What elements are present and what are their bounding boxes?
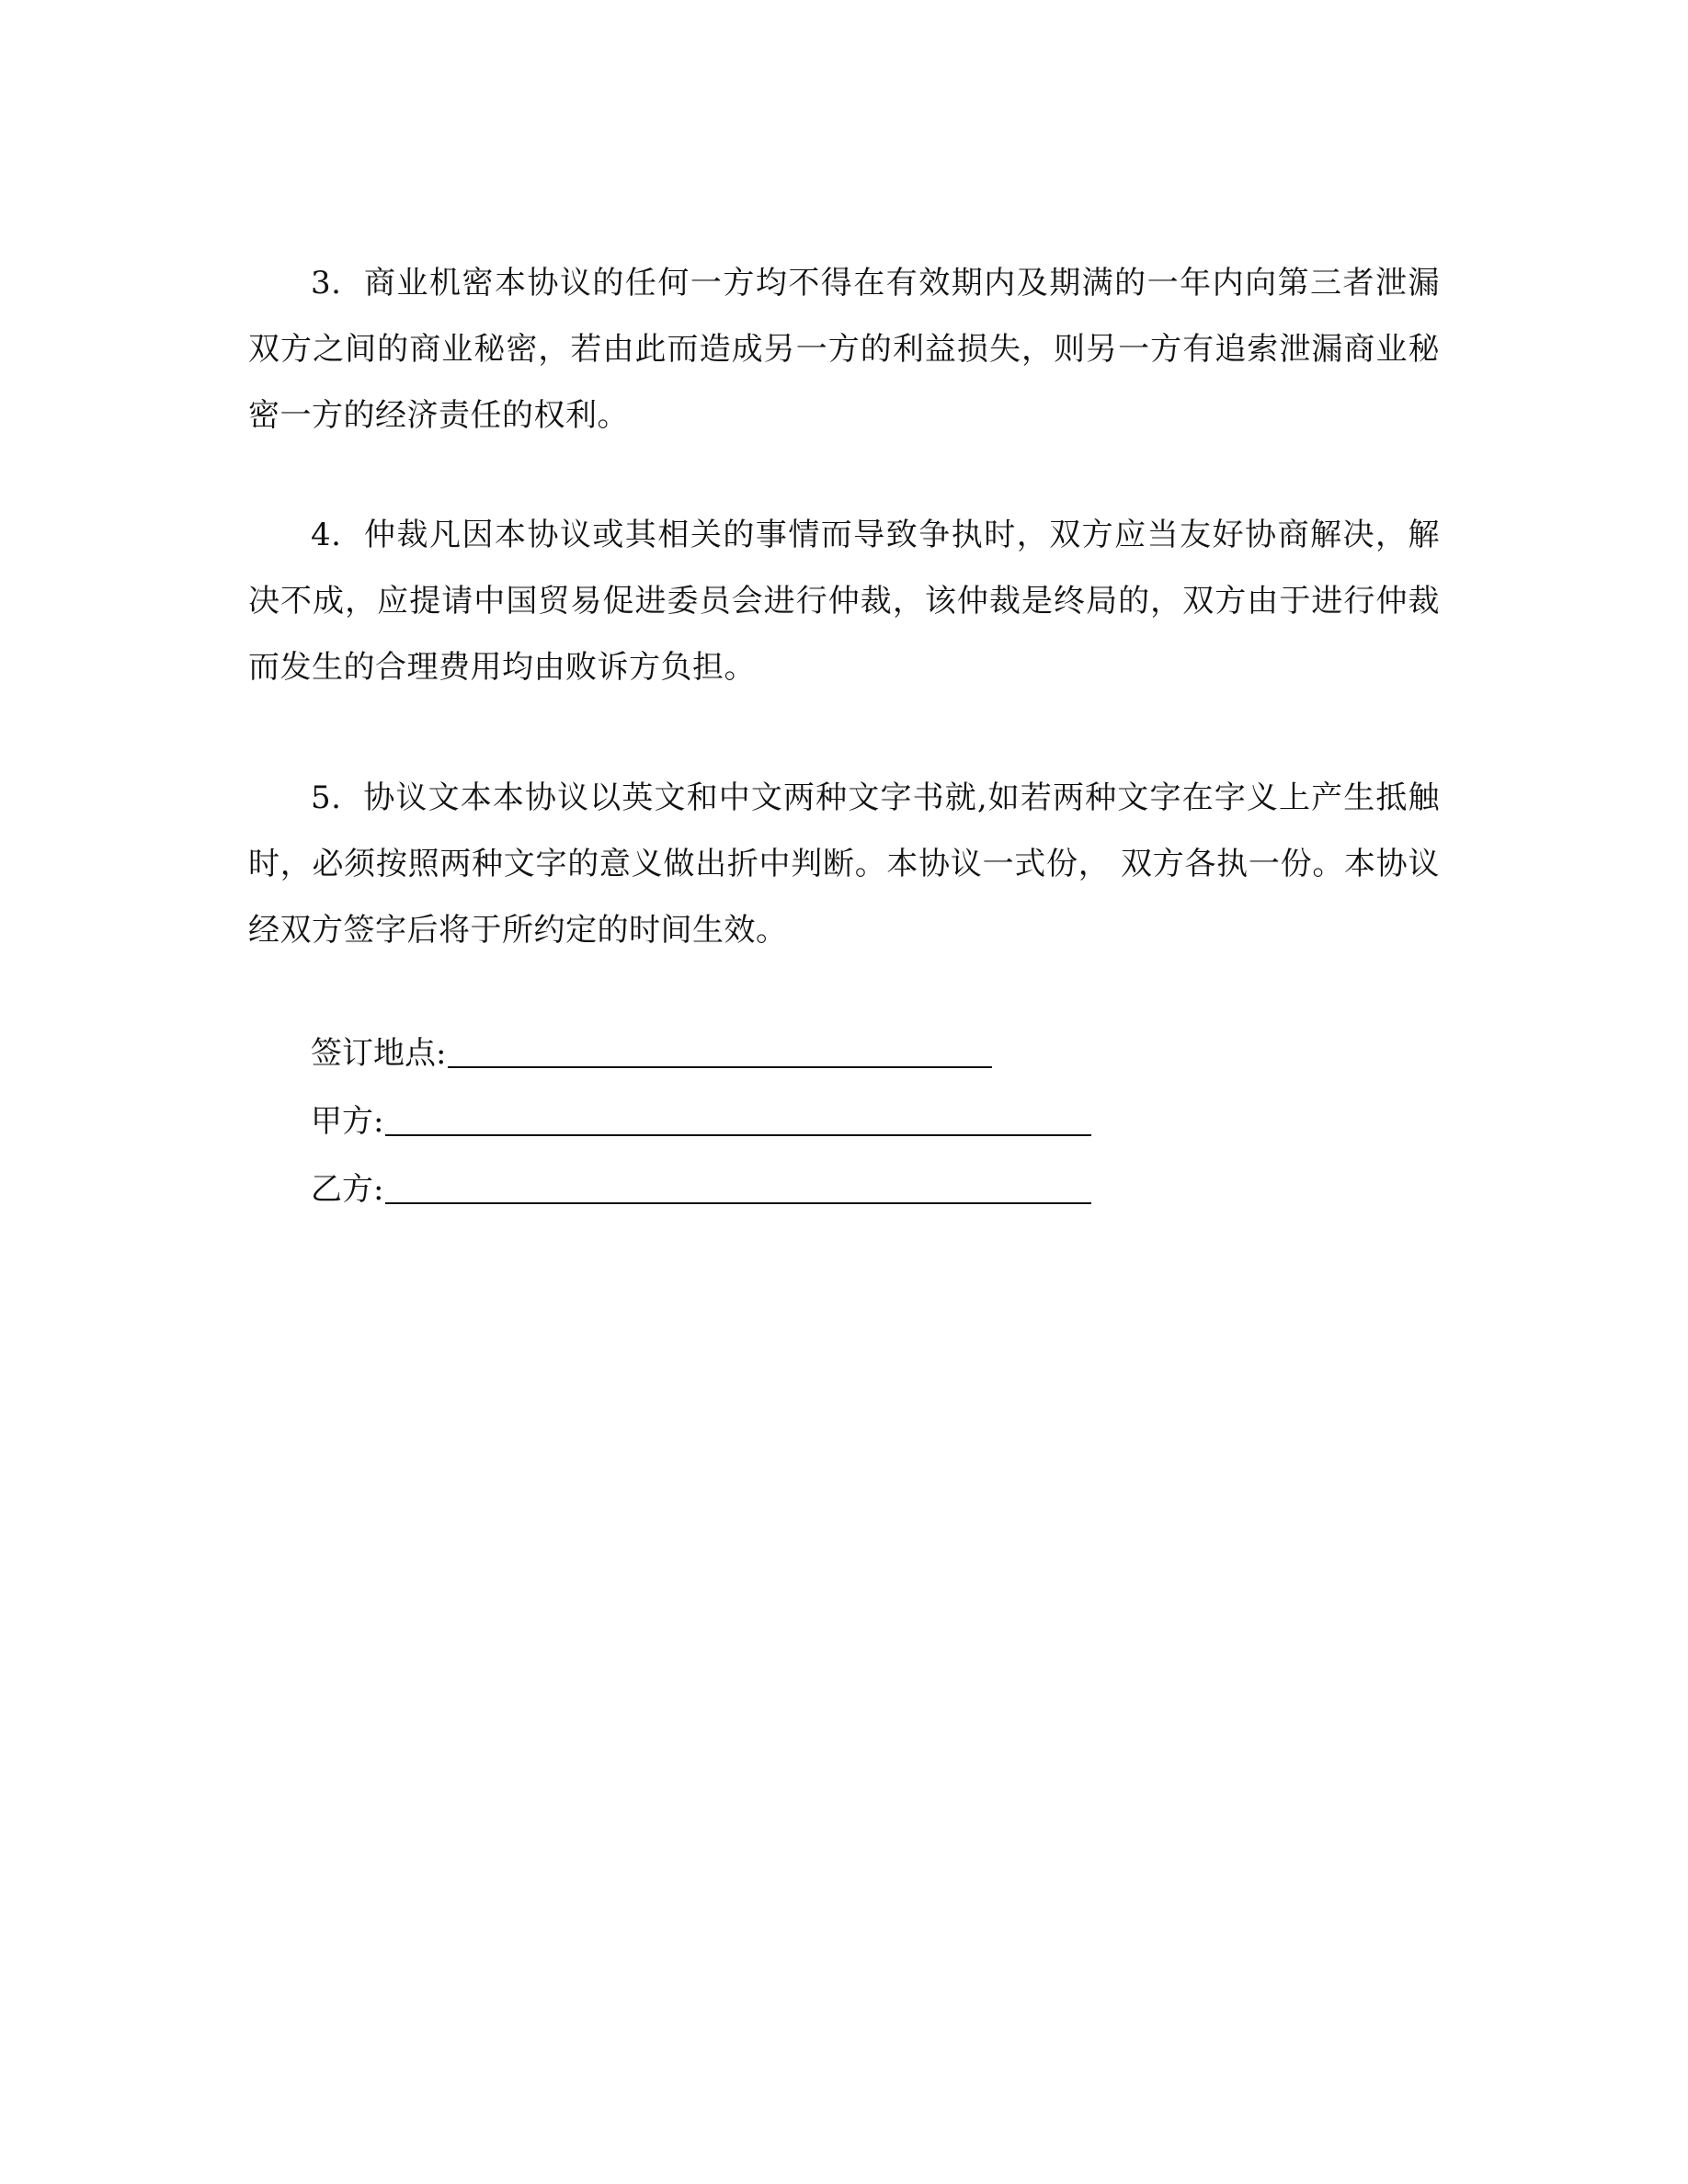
signing-place-label: 签订地点:	[311, 1035, 447, 1072]
signing-place-line	[311, 1018, 992, 1074]
signing-place-blank[interactable]	[448, 1029, 992, 1068]
party-a-label: 甲方:	[311, 1103, 384, 1140]
clause-3-text: 商业机密本协议的任何一方均不得在有效期内及期满的一年内向第三者泄漏双方之间的商业秘密，若由此而造成另一方的利益损失，则另一方有追索泄漏商业秘密一方的经济责任的权利。	[248, 265, 1441, 434]
party-b-label: 乙方:	[311, 1171, 384, 1208]
party-b-blank[interactable]	[385, 1166, 1091, 1204]
clause-3-number: 3.	[311, 265, 342, 301]
clause-4-number: 4.	[311, 517, 342, 553]
clause-3-paragraph	[248, 250, 1440, 449]
party-b-line	[311, 1155, 1091, 1210]
clause-5-number: 5.	[311, 779, 342, 816]
party-a-line	[311, 1086, 1091, 1142]
clause-5-paragraph	[248, 765, 1440, 963]
clause-4-text: 仲裁凡因本协议或其相关的事情而导致争执时，双方应当友好协商解决，解决不成，应提请中国贸易促进委员会进行仲裁，该仲裁是终局的，双方由于进行仲裁而发生的合理费用均由败诉方负担。	[248, 517, 1441, 686]
clause-5-text: 协议文本本协议以英文和中文两种文字书就,如若两种文字在字义上产生抵触时，必须按照两种文字的意义做出折中判断。本协议一式份， 双方各执一份。本协议经双方签字后将于所约定的时间生效。	[248, 779, 1440, 949]
clause-4-paragraph	[248, 502, 1440, 700]
party-a-blank[interactable]	[385, 1098, 1091, 1136]
